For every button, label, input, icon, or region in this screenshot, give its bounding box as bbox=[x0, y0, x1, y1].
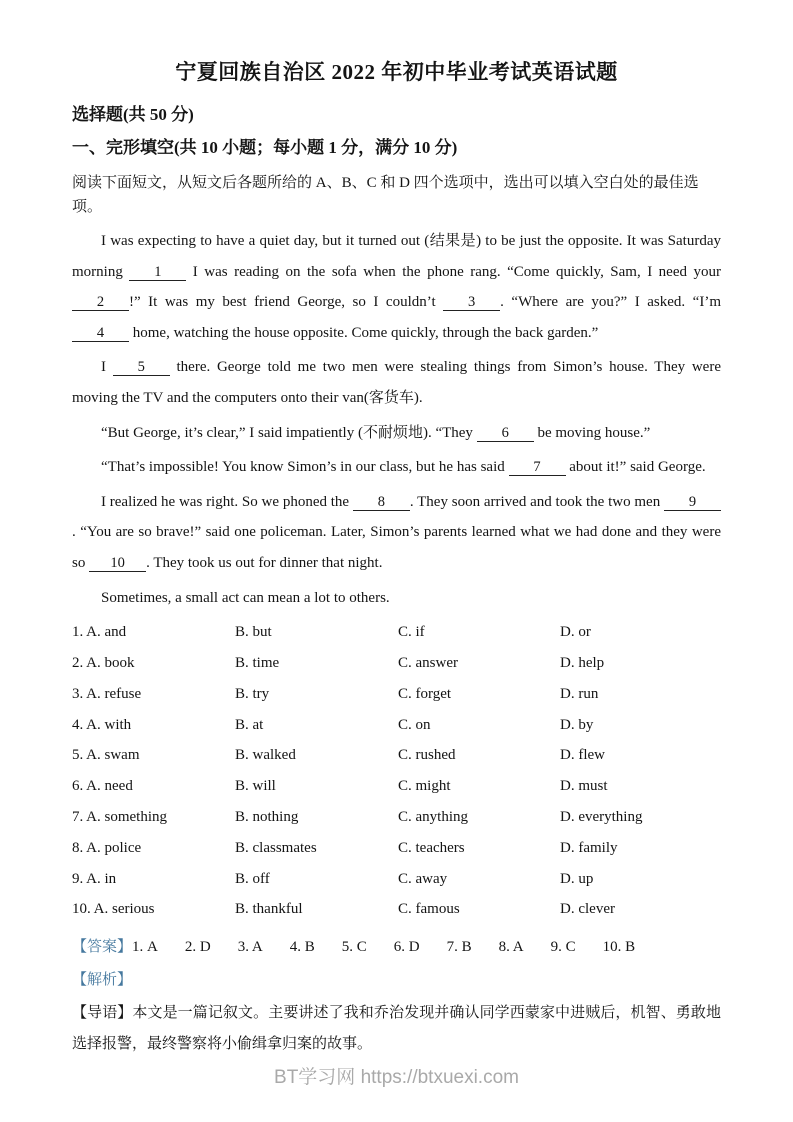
answer-item: 5. C bbox=[341, 939, 367, 956]
option-row-4 bbox=[72, 710, 721, 741]
answers-label: 【答案】 bbox=[72, 939, 133, 956]
passage-paragraph: Sometimes, a small act can mean a lot to others. bbox=[101, 589, 390, 606]
passage-paragraph: “But George, it’s clear,” I said impatiently (不耐烦地). “They 6 be moving house.” bbox=[101, 424, 651, 441]
cloze-blank-7: 7 bbox=[509, 459, 566, 476]
option-cell: 9. A. in bbox=[72, 870, 117, 887]
answer-item: 6. D bbox=[393, 939, 420, 956]
option-cell: B. try bbox=[235, 685, 270, 702]
option-cell: B. time bbox=[235, 654, 280, 671]
option-row-10 bbox=[72, 894, 721, 925]
option-cell: B. off bbox=[235, 870, 270, 887]
option-cell: D. run bbox=[560, 685, 599, 702]
cloze-blank-8: 8 bbox=[353, 494, 410, 511]
option-row-7 bbox=[72, 802, 721, 833]
page-title: 宁夏回族自治区 2022 年初中毕业考试英语试题 bbox=[175, 60, 618, 84]
option-cell: B. will bbox=[235, 778, 276, 795]
option-cell: 2. A. book bbox=[72, 654, 135, 671]
passage-paragraph: I realized he was right. So we phoned the 8 . They soon arrived and took the two men 9. “You are so brave!” said one policeman. Later, Simon’s parents learned what we had done and they were so 10 . They took us out for dinner that night. bbox=[72, 493, 721, 571]
intro-label: 【导语】 bbox=[72, 1005, 133, 1022]
option-row-5 bbox=[72, 740, 721, 771]
passage-paragraph: I was expecting to have a quiet day, but it turned out (结果是) to be just the opposite. It was Saturday morning 1 I was reading on the sofa when the phone rang. “Come quickly, Sam, I need your 2 !” It was my best friend George, so I couldn’t 3 . “Where are you?” I asked. “I’m 4 home, watching the house opposite. Come quickly, through the back garden.” bbox=[72, 233, 721, 341]
answer-item: 10. B bbox=[602, 939, 636, 956]
option-row-6 bbox=[72, 771, 721, 802]
option-cell: B. but bbox=[235, 624, 272, 641]
section-heading: 选择题(共 50 分) bbox=[72, 105, 194, 124]
cloze-blank-4: 4 bbox=[72, 325, 129, 342]
option-cell: D. family bbox=[560, 839, 618, 856]
option-row-9 bbox=[72, 864, 721, 895]
analysis-line bbox=[72, 965, 721, 995]
option-row-1 bbox=[72, 617, 721, 648]
option-cell: B. walked bbox=[235, 747, 296, 764]
cloze-blank-9: 9 bbox=[664, 494, 721, 511]
cloze-blank-10: 10 bbox=[89, 555, 146, 572]
answer-item: 7. B bbox=[446, 939, 472, 956]
cloze-blank-3: 3 bbox=[443, 294, 500, 311]
option-cell: C. anything bbox=[398, 808, 468, 825]
option-row-3 bbox=[72, 679, 721, 710]
cloze-blank-1: 1 bbox=[129, 264, 186, 281]
option-cell: C. teachers bbox=[398, 839, 465, 856]
option-cell: B. nothing bbox=[235, 808, 299, 825]
option-cell: 6. A. need bbox=[72, 778, 133, 795]
option-cell: D. up bbox=[560, 870, 594, 887]
option-row-8 bbox=[72, 833, 721, 864]
passage-paragraph: I 5 there. George told me two men were stealing things from Simon’s house. They were moving the TV and the computers onto their van(客货车). bbox=[72, 359, 721, 406]
answer-item: 4. B bbox=[289, 939, 315, 956]
option-cell: B. at bbox=[235, 716, 264, 733]
option-cell: C. rushed bbox=[398, 747, 456, 764]
watermark: BT学习网 https://btxuexi.com bbox=[274, 1067, 519, 1088]
option-row-2 bbox=[72, 648, 721, 679]
answers-line bbox=[72, 932, 721, 962]
option-cell: D. help bbox=[560, 654, 605, 671]
option-cell: 4. A. with bbox=[72, 716, 132, 733]
option-cell: B. classmates bbox=[235, 839, 317, 856]
answer-item: 3. A bbox=[237, 939, 263, 956]
option-cell: C. if bbox=[398, 624, 425, 641]
answer-item: 8. A bbox=[498, 939, 524, 956]
option-cell: 1. A. and bbox=[72, 624, 127, 641]
intro-paragraph bbox=[72, 998, 721, 1060]
option-cell: C. forget bbox=[398, 685, 452, 702]
document-content bbox=[72, 56, 721, 1060]
option-cell: 7. A. something bbox=[72, 808, 168, 825]
option-cell: B. thankful bbox=[235, 901, 303, 918]
passage bbox=[72, 226, 721, 613]
option-cell: D. by bbox=[560, 716, 594, 733]
cloze-blank-6: 6 bbox=[477, 425, 534, 442]
option-cell: C. answer bbox=[398, 654, 458, 671]
option-cell: D. flew bbox=[560, 747, 605, 764]
options-list bbox=[72, 617, 721, 925]
answer-item: 1. A bbox=[132, 939, 158, 956]
cloze-blank-5: 5 bbox=[113, 359, 170, 376]
passage-paragraph: “That’s impossible! You know Simon’s in our class, but he has said 7 about it!” said George. bbox=[101, 459, 706, 476]
option-cell: D. must bbox=[560, 778, 608, 795]
option-cell: 5. A. swam bbox=[72, 747, 140, 764]
option-cell: D. everything bbox=[560, 808, 643, 825]
part-heading: 一、完形填空(共 10 小题；每小题 1 分，满分 10 分) bbox=[72, 138, 458, 157]
answers-items bbox=[132, 939, 662, 955]
option-cell: C. on bbox=[398, 716, 431, 733]
cloze-blank-2: 2 bbox=[72, 294, 129, 311]
option-cell: C. famous bbox=[398, 901, 460, 918]
option-cell: C. might bbox=[398, 778, 451, 795]
option-cell: 3. A. refuse bbox=[72, 685, 142, 702]
option-cell: D. clever bbox=[560, 901, 615, 918]
option-cell: D. or bbox=[560, 624, 591, 641]
intro-text: 本文是一篇记叙文。主要讲述了我和乔治发现并确认同学西蒙家中进贼后，机智、勇敢地选择报警，最终警察将小偷缉拿归案的故事。 bbox=[72, 1005, 721, 1052]
option-cell: C. away bbox=[398, 870, 448, 887]
instructions-text: 阅读下面短文，从短文后各题所给的 A、B、C 和 D 四个选项中，选出可以填入空白处的最佳选项。 bbox=[72, 175, 699, 215]
analysis-label: 【解析】 bbox=[72, 972, 133, 989]
answer-item: 2. D bbox=[184, 939, 211, 956]
answer-item: 9. C bbox=[550, 939, 576, 956]
option-cell: 8. A. police bbox=[72, 839, 142, 856]
option-cell: 10. A. serious bbox=[72, 901, 155, 918]
